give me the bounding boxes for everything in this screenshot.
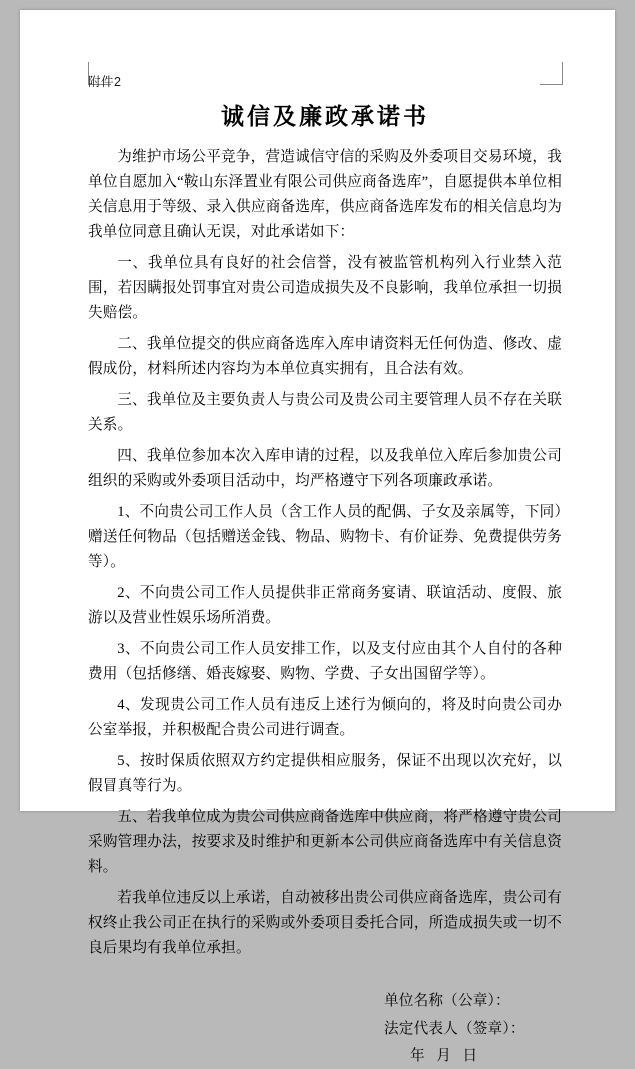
attachment-label: 附件2 xyxy=(88,75,122,89)
date-line: 年 月 日 xyxy=(410,1048,482,1064)
document-content xyxy=(88,72,562,1069)
paragraph-sub-1: 1、不向贵公司工作人员（含工作人员的配偶、子女及亲属等，下同）赠送任何物品（包括赠送金钱、物品、购物卡、有价证券、免费提供劳务等）。 xyxy=(88,504,562,570)
paragraph-intro: 为维护市场公平竞争，营造诚信守信的采购及外委项目交易环境，我单位自愿加入“鞍山东泽置业有限公司供应商备选库”，自愿提供本单位相关信息用于等级、录入供应商备选库，供应商备选库发布的相关信息均为我单位同意且确认无误，对此承诺如下： xyxy=(88,149,562,240)
paragraph-item-4: 四、我单位参加本次入库申请的过程，以及我单位入库后参加贵公司组织的采购或外委项目活动中，均严格遵守下列各项廉政承诺。 xyxy=(88,448,562,489)
signature-block xyxy=(88,987,562,1043)
paragraph-item-2: 二、我单位提交的供应商备选库入库申请资料无任何伪造、修改、虚假成份，材料所述内容均为本单位真实拥有，且合法有效。 xyxy=(88,336,562,377)
page-title: 诚信及廉政承诺书 xyxy=(221,104,429,129)
paragraph-item-3: 三、我单位及主要负责人与贵公司及贵公司主要管理人员不存在关联关系。 xyxy=(88,392,562,433)
paragraph-item-5: 五、若我单位成为贵公司供应商备选库中供应商，将严格遵守贵公司采购管理办法，按要求及时维护和更新本公司供应商备选库中有关信息资料。 xyxy=(88,809,562,875)
paragraph-sub-3: 3、不向贵公司工作人员安排工作，以及支付应由其个人自付的各种费用（包括修缮、婚丧嫁娶、购物、学费、子女出国留学等）。 xyxy=(88,641,562,682)
paragraph-sub-2: 2、不向贵公司工作人员提供非正常商务宴请、联谊活动、度假、旅游以及营业性娱乐场所消费。 xyxy=(88,585,562,626)
paragraph-sub-4: 4、发现贵公司工作人员有违反上述行为倾向的，将及时向贵公司办公室举报，并积极配合贵公司进行调查。 xyxy=(88,697,562,738)
paragraph-closing: 若我单位违反以上承诺，自动被移出贵公司供应商备选库，贵公司有权终止我公司正在执行的采购或外委项目委托合同，所造成损失或一切不良后果均有我单位承担。 xyxy=(88,890,562,956)
paragraph-sub-5: 5、按时保质依照双方约定提供相应服务，保证不出现以次充好，以假冒真等行为。 xyxy=(88,753,562,794)
paragraph-item-1: 一、我单位具有良好的社会信誉，没有被监管机构列入行业禁入范围，若因瞒报处罚事宜对贵公司造成损失及不良影响，我单位承担一切损失赔偿。 xyxy=(88,255,562,321)
legal-representative-line: 法定代表人（签章）： xyxy=(384,1021,525,1037)
document-page xyxy=(20,10,615,1064)
company-name-line: 单位名称（公章）： xyxy=(384,993,510,1009)
